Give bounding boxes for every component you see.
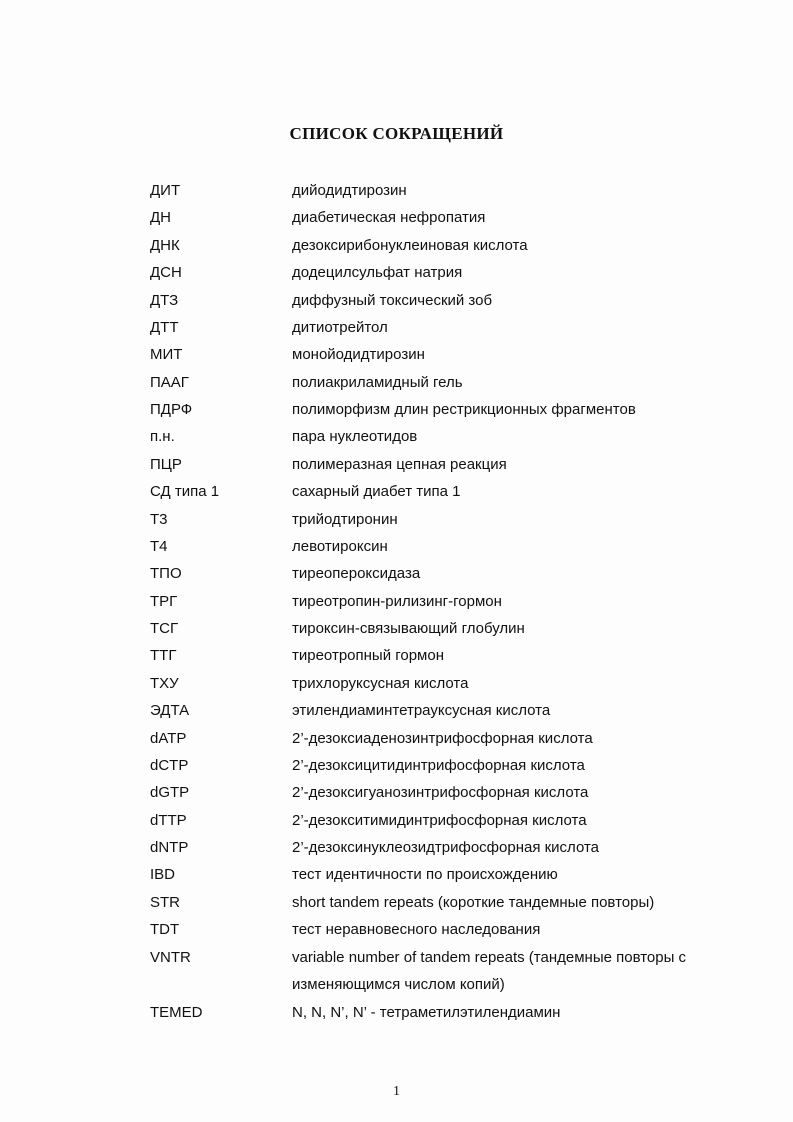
definition: монойодидтирозин xyxy=(292,346,425,363)
definition: N, N, N’, N’ - тетраметилэтилендиамин xyxy=(292,1004,561,1021)
definition: 2’-дезокситимидинтрифосфорная кислота xyxy=(292,812,587,829)
abbreviation: ДИТ xyxy=(150,182,181,199)
abbreviation: ТХУ xyxy=(150,675,179,692)
abbreviation: ПААГ xyxy=(150,374,189,391)
abbreviation: ПЦР xyxy=(150,456,182,473)
abbreviation: ЭДТА xyxy=(150,702,190,719)
definition: short tandem repeats (короткие тандемные повторы) xyxy=(292,894,655,911)
abbreviation: TEMED xyxy=(150,1004,203,1021)
abbreviation: ДСН xyxy=(150,264,182,281)
definition: тест неравновесного наследования xyxy=(292,921,541,938)
abbreviation: ТРГ xyxy=(150,593,178,610)
abbreviation: dCTP xyxy=(150,757,189,774)
abbreviation: IBD xyxy=(150,866,176,883)
abbreviation: ТТГ xyxy=(150,647,177,664)
definition: сахарный диабет типа 1 xyxy=(292,483,461,500)
abbreviation: ДН xyxy=(150,209,171,226)
abbreviation: VNTR xyxy=(150,949,191,966)
definition: дитиотрейтол xyxy=(292,319,388,336)
abbreviation: ТСГ xyxy=(150,620,179,637)
abbreviation: Т3 xyxy=(150,511,168,528)
definition: трихлоруксусная кислота xyxy=(292,675,469,692)
abbreviation: dNTP xyxy=(150,839,189,856)
definition: диабетическая нефропатия xyxy=(292,209,486,226)
definition: тест идентичности по происхождению xyxy=(292,866,558,883)
definition: дийодидтирозин xyxy=(292,182,407,199)
definition: 2’-дезоксиаденозинтрифосфорная кислота xyxy=(292,730,593,747)
abbreviation: СД типа 1 xyxy=(150,483,220,500)
definition: дезоксирибонуклеиновая кислота xyxy=(292,237,528,254)
definition: этилендиаминтетрауксусная кислота xyxy=(292,702,551,719)
abbreviation: ДНК xyxy=(150,237,180,254)
definition: полиморфизм длин рестрикционных фрагментов xyxy=(292,401,636,418)
definition: 2’-дезоксицитидинтрифосфорная кислота xyxy=(292,757,585,774)
abbreviation: dGTP xyxy=(150,784,190,801)
abbreviation: dTTP xyxy=(150,812,187,829)
definition: тироксин-связывающий глобулин xyxy=(292,620,525,637)
abbreviation: dATP xyxy=(150,730,187,747)
definition: полиакриламидный гель xyxy=(292,374,463,391)
abbreviation: МИТ xyxy=(150,346,183,363)
definition: пара нуклеотидов xyxy=(292,428,418,445)
abbreviation: ДТТ xyxy=(150,319,179,336)
definition: трийодтиронин xyxy=(292,511,398,528)
abbreviation: Т4 xyxy=(150,538,168,555)
definition: левотироксин xyxy=(292,538,388,555)
definition: додецилсульфат натрия xyxy=(292,264,463,281)
abbreviation: STR xyxy=(150,894,180,911)
definition: 2’-дезоксинуклеозидтрифосфорная кислота xyxy=(292,839,600,856)
definition: variable number of tandem repeats (тандемные повторы с изменяющимся числом копий) xyxy=(292,949,687,993)
definition: тиреотропин-рилизинг-гормон xyxy=(292,593,502,610)
abbreviation: TDT xyxy=(150,921,180,938)
abbreviation: ДТЗ xyxy=(150,292,179,309)
definition: полимеразная цепная реакция xyxy=(292,456,507,473)
abbreviation: п.н. xyxy=(150,428,175,445)
definition: тиреотропный гормон xyxy=(292,647,444,664)
abbreviation: ПДРФ xyxy=(150,401,193,418)
page-title: СПИСОК СОКРАЩЕНИЙ xyxy=(289,124,504,143)
abbreviation: ТПО xyxy=(150,565,182,582)
page-number: 1 xyxy=(393,1084,400,1099)
definition: диффузный токсический зоб xyxy=(292,292,493,309)
definition: 2’-дезоксигуанозинтрифосфорная кислота xyxy=(292,784,589,801)
definition: тиреопероксидаза xyxy=(292,565,421,582)
